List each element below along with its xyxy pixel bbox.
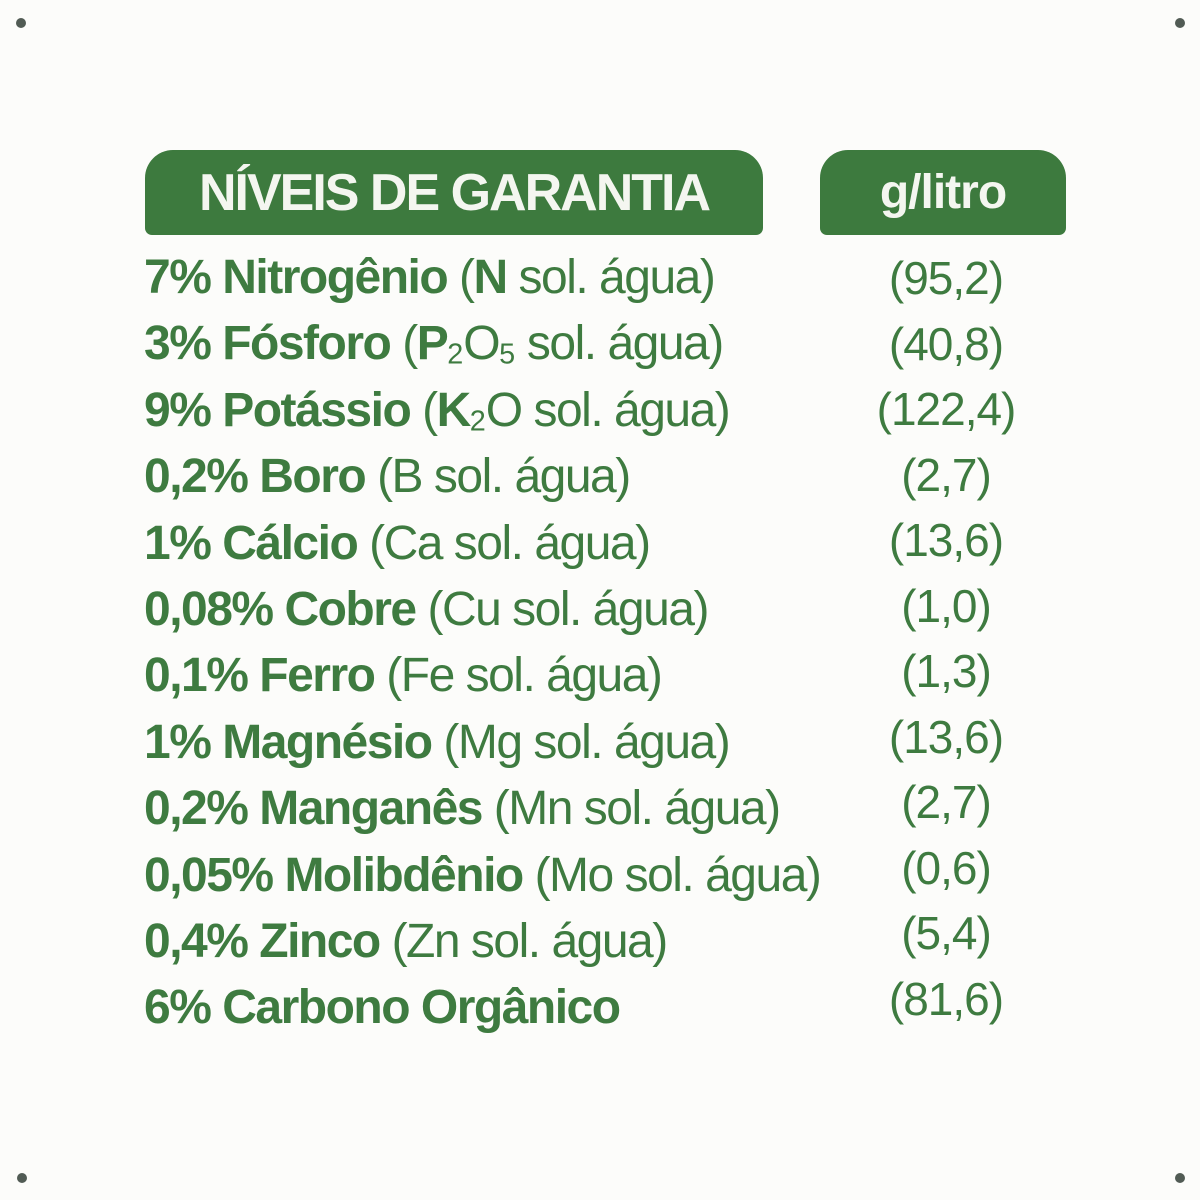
unit-header <box>820 150 1066 235</box>
nutrient-row-carbono-organico <box>144 975 834 1041</box>
nutrient-text-segment: 6% Carbono Orgânico <box>144 981 620 1035</box>
nutrient-text-segment: (Cu sol. água) <box>415 582 708 636</box>
nutrient-text-segment: sol. água) <box>515 317 723 371</box>
value-calcio: (13,6) <box>888 514 1004 566</box>
nutrient-labels-column <box>144 245 834 1042</box>
registration-dot-bottom-right <box>1175 1173 1185 1183</box>
value-zinco: (5,4) <box>901 907 991 959</box>
nutrient-row-nitrogenio <box>144 245 834 311</box>
nutrient-text-segment: (Fe sol. água) <box>374 649 662 703</box>
nutrient-row-manganes <box>144 776 834 842</box>
guarantee-levels-header <box>145 150 763 235</box>
nutrient-text-segment: O sol. água) <box>485 383 730 437</box>
value-cobre: (1,0) <box>901 579 991 632</box>
nutrient-text-segment: ( <box>390 317 417 371</box>
registration-dot-top-left <box>16 18 26 28</box>
nutrient-text-segment: (Ca sol. água) <box>357 516 650 570</box>
nutrient-text-segment: 9% Potássio <box>144 383 411 437</box>
nutrient-text-segment: (Mg sol. água) <box>431 715 730 769</box>
nutrient-text-segment: N <box>473 251 507 304</box>
value-molibdenio: (0,6) <box>901 841 991 894</box>
nutrient-row-zinco <box>144 909 834 975</box>
registration-dot-bottom-left <box>17 1173 27 1183</box>
nutrient-row-boro <box>144 444 834 510</box>
nutrient-text-segment: (B sol. água) <box>365 450 630 504</box>
nutrient-text-segment: 0,2% Boro <box>144 450 366 504</box>
nutrient-text-segment: 0,08% Cobre <box>144 582 416 636</box>
nutrient-text-segment: 5 <box>499 338 516 371</box>
nutrient-text-segment: (Mo sol. água) <box>522 848 821 902</box>
guarantee-levels-title: NÍVEIS DE GARANTIA <box>198 163 710 222</box>
nutrient-text-segment: K <box>436 383 470 437</box>
value-magnesio: (13,6) <box>888 710 1004 763</box>
value-boro: (2,7) <box>901 448 991 501</box>
nutrient-text-segment: 0,4% Zinco <box>144 914 380 968</box>
nutrient-row-magnesio <box>144 710 834 776</box>
nutrient-text-segment: P <box>416 317 448 371</box>
value-manganes: (2,7) <box>901 776 991 828</box>
nutrient-text-segment: sol. água) <box>506 251 715 304</box>
nutrient-text-segment: O <box>463 317 500 371</box>
nutrient-text-segment: 2 <box>447 338 464 371</box>
nutrient-row-potassio <box>144 378 834 444</box>
value-fosforo: (40,8) <box>888 317 1004 370</box>
nutrient-values-column <box>820 246 1066 1032</box>
nutrient-text-segment: 0,05% Molibdênio <box>144 848 523 902</box>
unit-label: g/litro <box>879 166 1007 219</box>
nutrient-text-segment: 3% Fósforo <box>144 317 391 371</box>
nutrient-row-ferro <box>144 643 834 709</box>
nutrient-text-segment: 7% Nitrogênio <box>144 251 448 304</box>
nutrient-row-fosforo <box>144 311 834 377</box>
nutrient-text-segment: 1% Cálcio <box>144 516 358 570</box>
nutrient-text-segment: (Zn sol. água) <box>379 914 667 968</box>
nutrient-text-segment: 2 <box>469 405 486 438</box>
value-nitrogenio: (95,2) <box>888 252 1004 304</box>
nutrient-text-segment: ( <box>410 383 437 437</box>
nutrient-row-cobre <box>144 577 834 643</box>
nutrient-row-calcio <box>144 511 834 577</box>
nutrient-text-segment: 0,2% Manganês <box>144 782 482 836</box>
nutrient-row-molibdenio <box>144 843 834 909</box>
registration-dot-top-right <box>1175 18 1185 28</box>
nutrient-text-segment: ( <box>447 251 474 304</box>
value-potassio: (122,4) <box>876 383 1016 435</box>
value-ferro: (1,3) <box>901 645 991 697</box>
nutrient-text-segment: 1% Magnésio <box>144 715 432 769</box>
value-carbono-organico: (81,6) <box>888 972 1004 1025</box>
nutrient-text-segment: (Mn sol. água) <box>481 782 780 836</box>
nutrient-text-segment: 0,1% Ferro <box>144 649 375 703</box>
